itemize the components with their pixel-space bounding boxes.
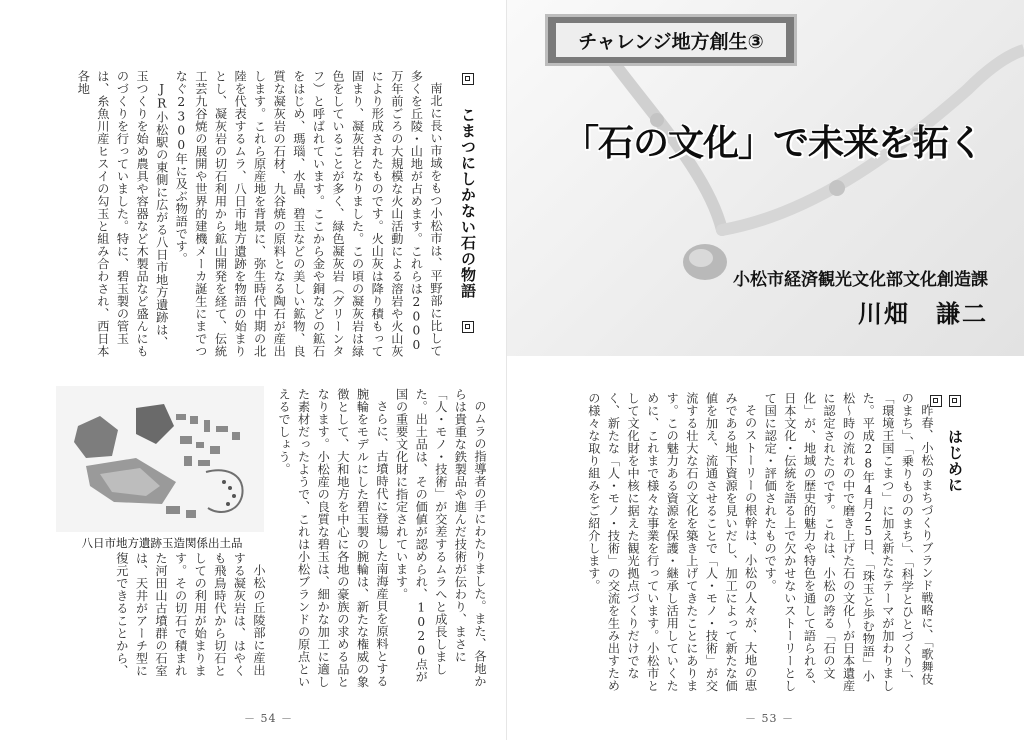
left-top-column	[40, 70, 445, 360]
title-hero	[507, 0, 1024, 356]
square-bullet-icon	[949, 395, 961, 407]
photo-caption: 八日市地方遺跡玉造関係出土品	[81, 536, 243, 550]
author-name: 川畑 謙二	[858, 299, 988, 328]
section-heading-stone-story	[458, 70, 479, 360]
right-body-column	[554, 392, 936, 692]
right-page	[507, 0, 1024, 740]
paragraph: そのストーリーの根幹は、小松の人々が、大地の恵みである地下資源を見いだし、加工によって新たな価値を加え、流通させることで「人・モノ・技術」が交流する壮大な石の文化を築き上げてきたことにあります。この魅力ある資源を保護・継承し活用していくために、これまで様々な事業を行っています。小松市として文化財を中核に据えた観光拠点づくりだけでなく、新たな「人・モノ・技術」の交流を生み出すための様々な取り組みをご紹介します。	[586, 392, 758, 692]
page-number-right: － 53 －	[745, 712, 794, 725]
page-number-left: － 54 －	[244, 712, 293, 725]
left-bottom-column-left	[56, 552, 268, 688]
left-bottom-column-right	[279, 388, 489, 688]
series-tag-text: チャレンジ地方創生③	[556, 23, 786, 57]
paragraph: 昨春、小松のまちづくりブランド戦略に、「歌舞伎のまち」、「乗りもののまち」、「科学とひとづくり」、「環境王国こまつ」に加え新たなテーマが加わりました。平成28年4月25日、「珠玉と歩む物語」小松～時の流れの中で磨き上げた石の文化～が日本遺産に認定されたのです。これは、小松の誇る「石の文化」が、地域の歴史的魅力や特色を通して語られる、日本文化・伝統を語る上で欠かせないストーリーとして国に認定・評価されたものです。	[763, 392, 934, 692]
series-tag	[545, 14, 797, 66]
section-heading-text: はじめに	[946, 429, 964, 493]
square-bullet-icon	[462, 321, 474, 333]
paragraph: のムラの指導者の手にわたりました。また、各地からは貴重な鉄製品や進んだ技術が伝わり、まさに「人・モノ・技術」が交差するムラへと成長しました。出土品は、その価値が認められ、1020点が国の重要文化財に指定されています。	[394, 388, 487, 688]
left-page	[0, 0, 507, 740]
artifacts-photo	[56, 386, 264, 532]
paragraph: 南北に長い市域をもつ小松市は、平野部に比して多くを丘陵・山地が占めます。これらは2000万年前ごろの大規模な火山活動による溶岩や火山灰により形成されたものです。火山灰は降り積もって固まり、凝灰岩となりました。この頃の凝灰岩は緑色をしていることが多く、緑色凝灰岩（グリーンタフ）と呼ばれています。ここから金や銅などの鉱石をはじめ、瑪瑙、水晶、碧玉などの美しい鉱物、良質な凝灰岩の石材、九谷焼の原料となる陶石が産出します。これら原産地を背景に、弥生時代中期の北陸を代表するムラ、八日市地方遺跡を物語の始まりとし、凝灰岩の切石利用から鉱山開発を経て、伝統工芸九谷焼の展開や世界的建機メーカ誕生にまでつなぐ2300年に及ぶ物語です。	[174, 70, 443, 358]
article-title: 「石の文化」で未来を拓く	[563, 123, 984, 164]
paragraph: 小松の丘陵部に産出する凝灰岩は、はやくも飛鳥時代から切石としての利用が始まります。その切石で積まれた河田山古墳群の石室は、天井がアーチ型に復元できることから、	[114, 552, 266, 677]
paragraph: さらに、古墳時代に登場した南海産貝を原料とする腕輪をモデルにした碧玉製の腕輪は、新たな権威の象徴として、大和地方を中心に各地の豪族の求める品となります。小松産の良質な碧玉は、細かな加工に適した素材だったようで、これは小松ブランドの原点といえるでしょう。	[277, 388, 390, 688]
section-heading-text: こまつにしかない石の物語	[459, 107, 477, 299]
author-department: 小松市経済観光文化部文化創造課	[733, 270, 988, 290]
square-bullet-icon	[462, 73, 474, 85]
paragraph: JR小松駅の東側に広がる八日市地方遺跡は、玉つくりを始め農具や容器など木製品など盛んにものづくりを行っていました。特に、碧玉製の管玉は、糸魚川産ヒスイの勾玉と組み合わされ、西日本各地	[76, 70, 169, 358]
